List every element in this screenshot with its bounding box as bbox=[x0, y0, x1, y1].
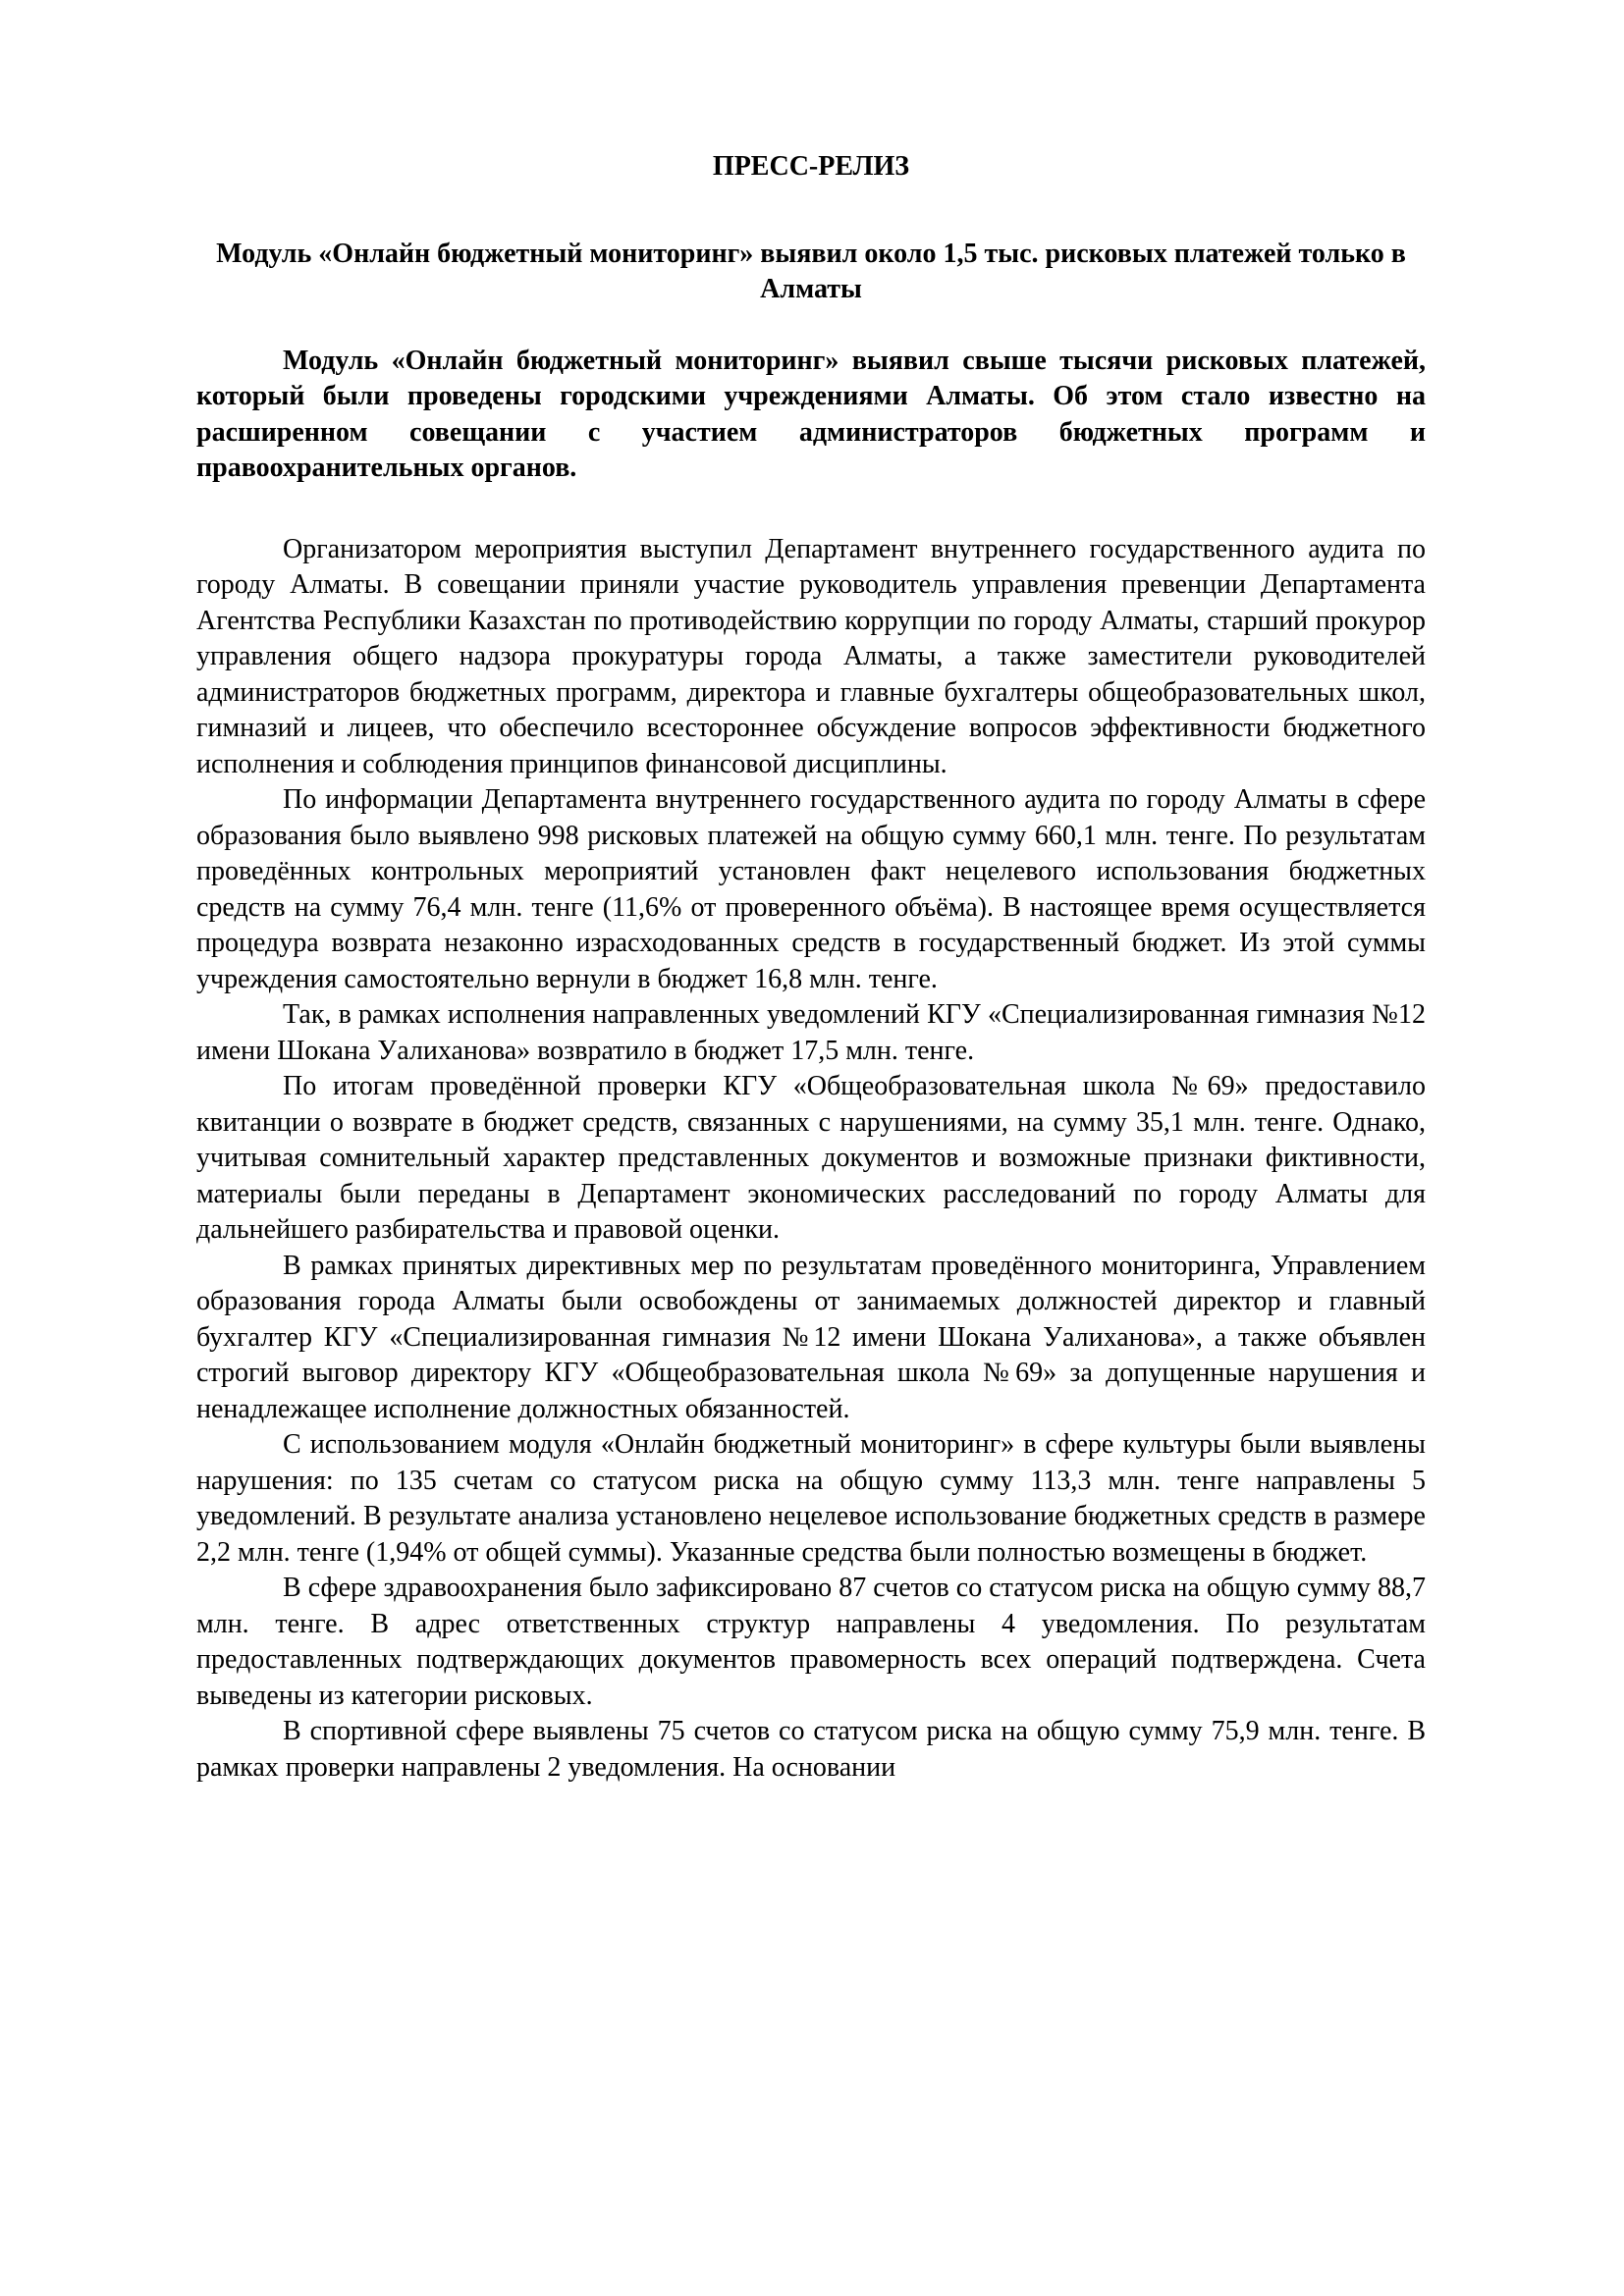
body-paragraph-gymnasium-return: Так, в рамках исполнения направленных уведомлений КГУ «Специализированная гимназия №12 имени Шокана Уалиханова» возвратило в бюджет 17,5 млн. тенге. bbox=[196, 999, 1426, 1066]
body-paragraph-education-findings: По информации Департамента внутреннего государственного аудита по городу Алматы в сфере образования было выявлено 998 рисковых платежей на общую сумму 660,1 млн. тенге. По результатам проведённых контрольных мероприятий установлен факт нецелевого использования бюджетных средств на сумму 76,4 млн. тенге (11,6% от проверенного объёма). В настоящее время осуществляется процедура возврата незаконно израсходованных средств в государственный бюджет. Из этой суммы учреждения самостоятельно вернули в бюджет 16,8 млн. тенге. bbox=[196, 784, 1426, 994]
body-paragraph-organizer: Организатором мероприятия выступил Департамент внутреннего государственного аудита по городу Алматы. В совещании приняли участие руководитель управления превенции Департамента Агентства Республики Казахстан по противодействию коррупции по городу Алматы, старший прокурор управления общего надзора прокуратуры города Алматы, а также заместители руководителей администраторов бюджетных программ, директора и главные бухгалтеры общеобразовательных школ, гимназий и лицеев, что обеспечило всестороннее обсуждение вопросов эффективности бюджетного исполнения и соблюдения принципов финансовой дисциплины. bbox=[196, 533, 1426, 779]
document-subtitle: Модуль «Онлайн бюджетный мониторинг» выявил около 1,5 тыс. рисковых платежей только в Алматы bbox=[216, 238, 1406, 304]
body-paragraph-sport-sphere: В спортивной сфере выявлены 75 счетов со статусом риска на общую сумму 75,9 млн. тенге. В рамках проверки направлены 2 уведомления. На основании bbox=[196, 1716, 1426, 1783]
body-paragraph-culture-sphere: С использованием модуля «Онлайн бюджетный мониторинг» в сфере культуры были выявлены нарушения: по 135 счетам со статусом риска на общую сумму 113,3 млн. тенге направлены 5 уведомлений. В результате анализа установлено нецелевое использование бюджетных средств в размере 2,2 млн. тенге (1,94% от общей суммы). Указанные средства были полностью возмещены в бюджет. bbox=[196, 1429, 1426, 1568]
body-paragraph-school69-check: По итогам проведённой проверки КГУ «Общеобразовательная школа №69» предоставило квитанции о возврате в бюджет средств, связанных с нарушениями, на сумму 35,1 млн. тенге. Однако, учитывая сомнительный характер представленных документов и возможные признаки фиктивности, материалы были переданы в Департамент экономических расследований по городу Алматы для дальнейшего разбирательства и правовой оценки. bbox=[196, 1071, 1426, 1245]
document-title: ПРЕСС-РЕЛИЗ bbox=[712, 151, 910, 182]
lead-paragraph: Модуль «Онлайн бюджетный мониторинг» выявил свыше тысячи рисковых платежей, который были проведены городскими учреждениями Алматы. Об этом стало известно на расширенном совещании с участием администраторов бюджетных программ и правоохранительных органов. bbox=[196, 345, 1426, 483]
body-paragraph-healthcare-sphere: В сфере здравоохранения было зафиксировано 87 счетов со статусом риска на общую сумму 88,7 млн. тенге. В адрес ответственных структур направлены 4 уведомления. По результатам предоставленных подтверждающих документов правомерность всех операций подтверждена. Счета выведены из категории рисковых. bbox=[196, 1573, 1426, 1711]
body-paragraph-directive-measures: В рамках принятых директивных мер по результатам проведённого мониторинга, Управлением образования города Алматы были освобождены от занимаемых должностей директор и главный бухгалтер КГУ «Специализированная гимназия №12 имени Шокана Уалиханова», а также объявлен строгий выговор директору КГУ «Общеобразовательная школа №69» за допущенные нарушения и ненадлежащее исполнение должностных обязанностей. bbox=[196, 1250, 1426, 1424]
